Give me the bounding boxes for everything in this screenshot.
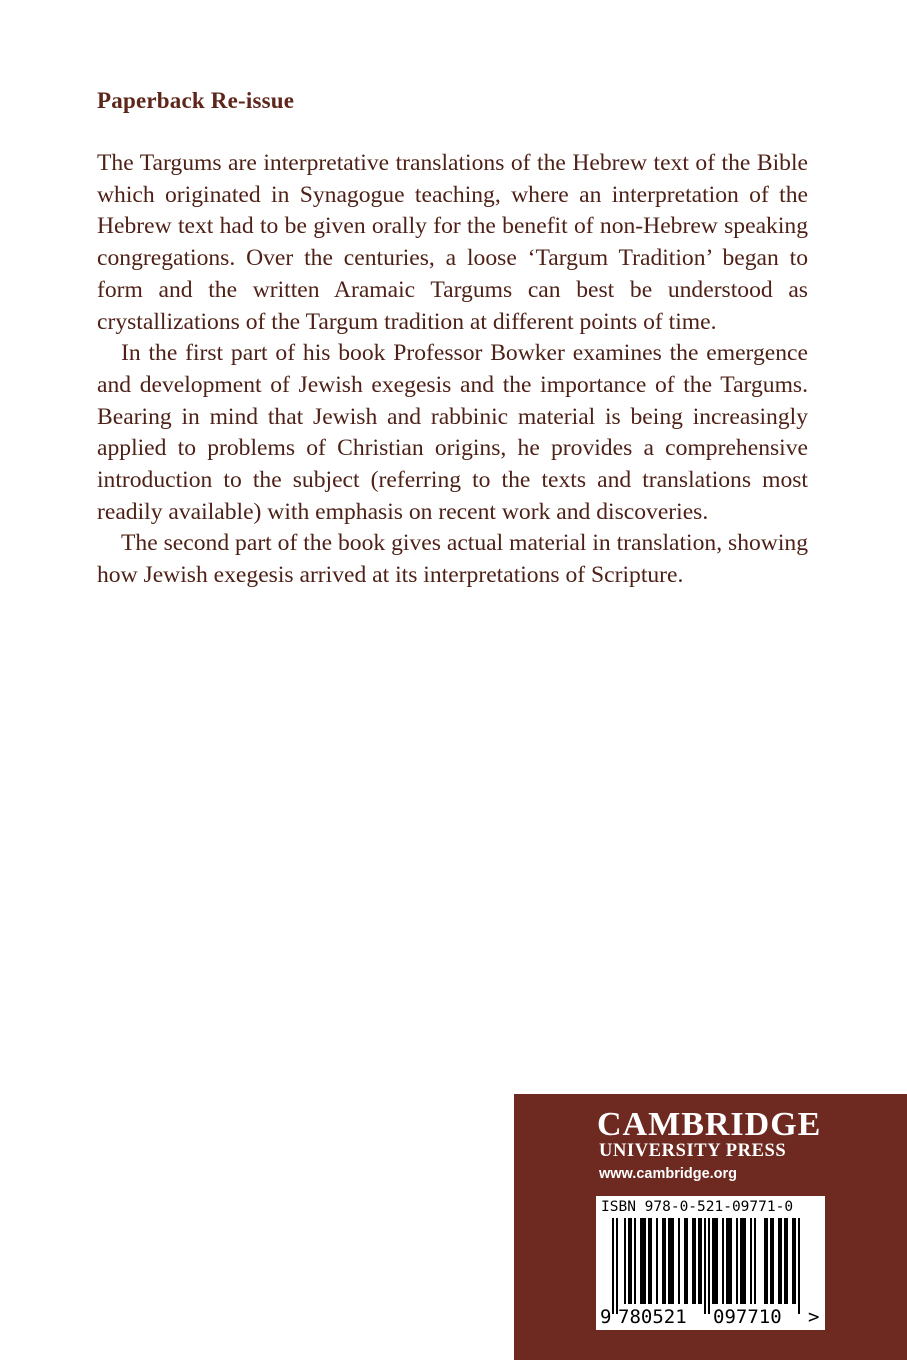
barcode-bar	[678, 1218, 680, 1304]
book-description	[97, 148, 808, 592]
barcode-bar	[694, 1218, 696, 1304]
barcode-bar	[716, 1218, 718, 1304]
barcode-bar	[664, 1218, 666, 1304]
barcode-bar	[792, 1218, 794, 1304]
barcode-bar	[698, 1218, 700, 1304]
isbn-barcode	[596, 1196, 825, 1330]
barcode-bar	[692, 1218, 694, 1304]
barcode-bar	[770, 1218, 772, 1304]
barcode-bar	[708, 1218, 710, 1314]
back-cover-heading: Paperback Re-issue	[97, 88, 295, 113]
barcode-bar	[668, 1218, 670, 1304]
barcode-bar	[766, 1218, 768, 1304]
barcode-bar	[736, 1218, 738, 1304]
barcode-bar	[630, 1218, 632, 1304]
barcode-bar	[798, 1218, 800, 1314]
barcode-bar	[656, 1218, 658, 1304]
barcode-bar	[684, 1218, 686, 1304]
barcode-bar	[672, 1218, 674, 1304]
barcode-bar	[744, 1218, 746, 1304]
barcode-bar	[628, 1218, 630, 1304]
barcode-bar	[624, 1218, 626, 1304]
barcode-left-digits: 780521	[618, 1306, 687, 1328]
barcode-bar	[740, 1218, 742, 1304]
publisher-name: CAMBRIDGE	[597, 1106, 822, 1143]
barcode-bar	[794, 1218, 796, 1304]
barcode-bar	[778, 1218, 780, 1304]
barcode-bar	[640, 1218, 642, 1304]
barcode-bar	[722, 1218, 724, 1304]
barcode-bar	[670, 1218, 672, 1304]
isbn-label: ISBN 978-0-521-09771-0	[601, 1199, 794, 1215]
barcode-bar	[754, 1218, 756, 1304]
barcode-bar	[730, 1218, 732, 1304]
barcode-bar	[742, 1218, 744, 1304]
barcode-bar	[726, 1218, 728, 1304]
description-paragraph-1: The Targums are interpretative translations of the Hebrew text of the Bible which originated in Synagogue teaching, where an interpretation of the Hebrew text had to be given orally for the benefit of non-Hebrew speaking congregations. Over the centuries, a loose ‘Targum Tradition’ began to form and the written Aramaic Targums can best be understood as crystallizations of the Targum tradition at different points of time.	[97, 150, 808, 335]
barcode-bar	[728, 1218, 730, 1304]
barcode-end-mark: >	[808, 1306, 820, 1328]
barcode-bar	[714, 1218, 716, 1304]
barcode-bar	[764, 1218, 766, 1304]
barcode-bar	[686, 1218, 688, 1304]
description-paragraph-3: The second part of the book gives actual material in translation, showing how Jewish exegesis arrived at its interpretations of Scripture.	[97, 530, 808, 589]
barcode-bar	[780, 1218, 782, 1304]
publisher-panel	[514, 1094, 907, 1360]
barcode-bar	[634, 1218, 636, 1304]
description-paragraph-2: In the first part of his book Professor Bowker examines the emergence and development of Jewish exegesis and the importance of the Targums. Bearing in mind that Jewish and rabbinic material is being increasingly applied to problems of Christian origins, he provides a comprehensive introduction to the subject (referring to the texts and translations most readily available) with emphasis on recent work and discoveries.	[97, 340, 808, 525]
barcode-bar	[612, 1218, 614, 1314]
barcode-bar	[784, 1218, 786, 1304]
barcode-lead-digit: 9	[600, 1306, 612, 1328]
barcode-bar	[650, 1218, 652, 1304]
barcode-bar	[644, 1218, 646, 1304]
barcode-right-digits: 097710	[713, 1306, 782, 1328]
barcode-bar	[786, 1218, 788, 1304]
barcode-bar	[712, 1218, 714, 1304]
publisher-subtitle: UNIVERSITY PRESS	[599, 1141, 787, 1161]
barcode-bar	[750, 1218, 752, 1304]
barcode-bar	[772, 1218, 774, 1304]
barcode-bar	[642, 1218, 644, 1304]
barcode-bar	[648, 1218, 650, 1304]
barcode-bar	[662, 1218, 664, 1304]
barcode-bar	[616, 1218, 618, 1314]
barcode-bar	[700, 1218, 702, 1304]
publisher-url: www.cambridge.org	[599, 1166, 738, 1182]
barcode-bar	[704, 1218, 706, 1314]
